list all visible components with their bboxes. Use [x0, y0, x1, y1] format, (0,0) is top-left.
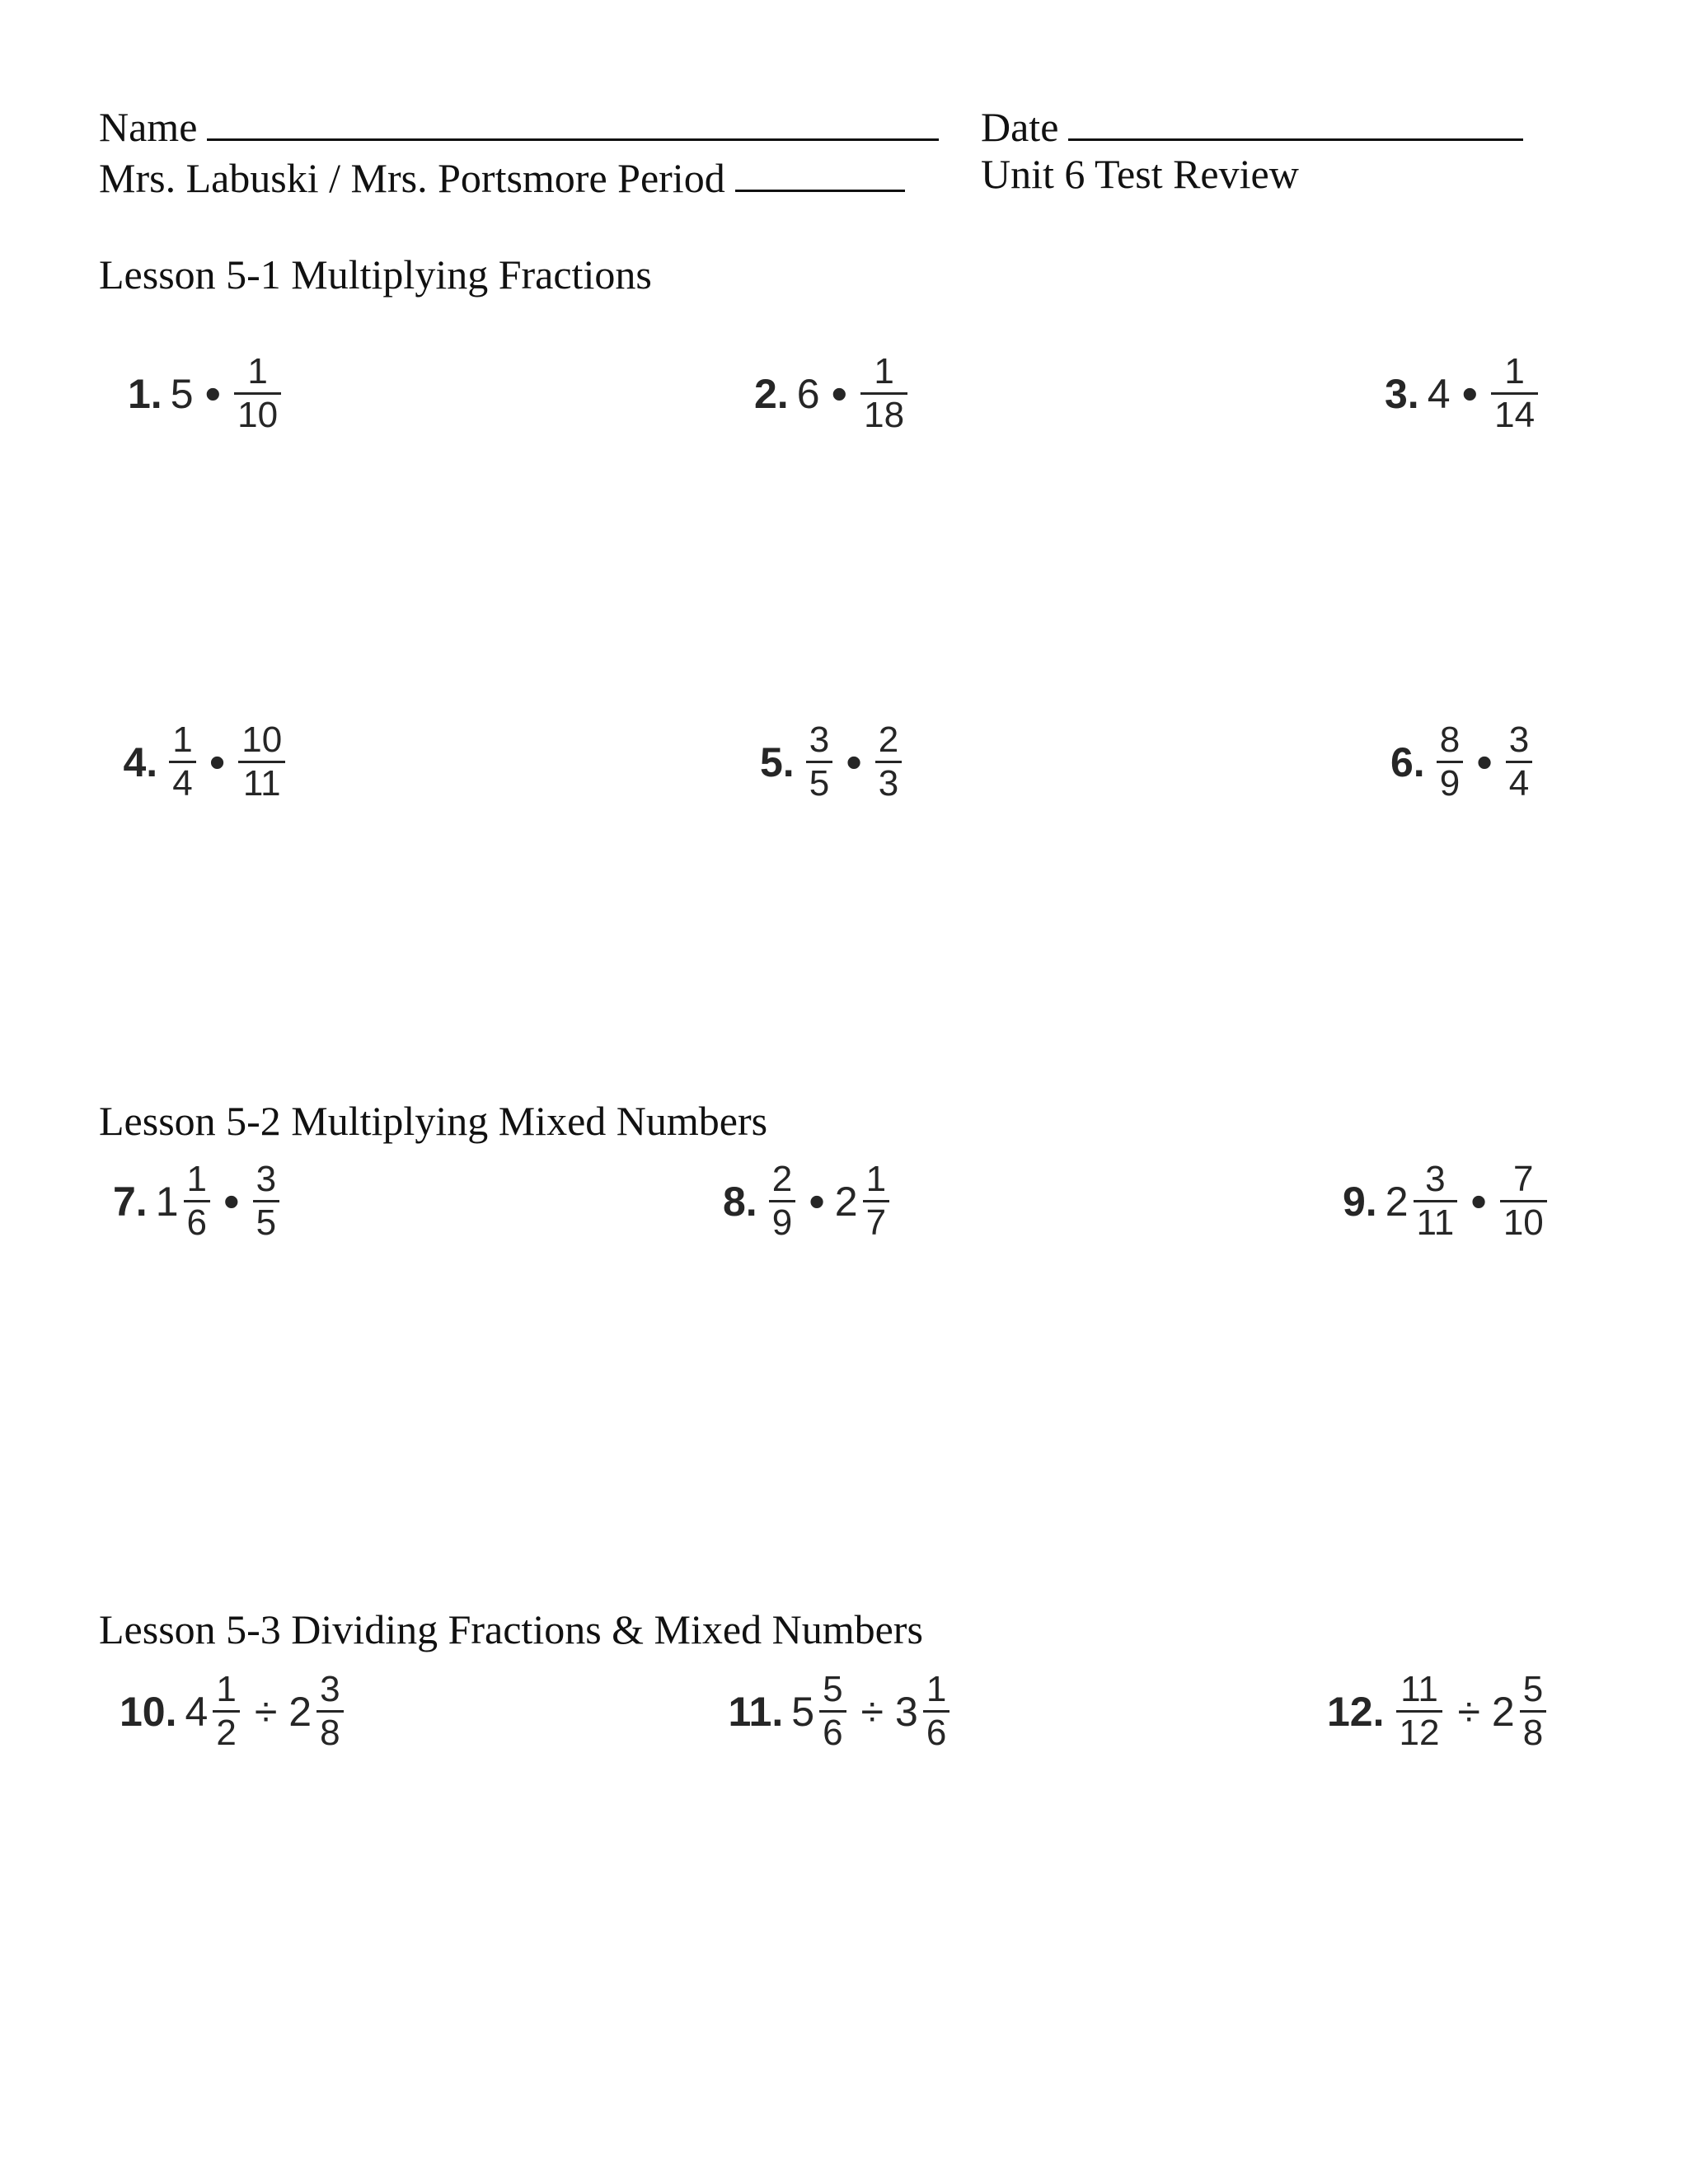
first-operand — [791, 1668, 849, 1754]
problem-number: 8. — [723, 1178, 757, 1225]
second-operand — [1503, 719, 1536, 804]
period-input-line[interactable] — [735, 153, 905, 192]
denominator: 8 — [1522, 1713, 1544, 1754]
operator: • — [209, 736, 226, 789]
problem-number: 1. — [128, 370, 162, 417]
first-operand — [1433, 719, 1466, 804]
problem-number: 12. — [1327, 1688, 1385, 1735]
whole-number: 4 — [185, 1688, 209, 1735]
denominator: 18 — [864, 395, 905, 436]
numerator: 2 — [771, 1158, 793, 1199]
fraction — [213, 1668, 239, 1754]
whole-number: 2 — [834, 1178, 858, 1225]
denominator: 8 — [320, 1713, 340, 1754]
whole-number: 5 — [791, 1688, 815, 1735]
first-operand — [1385, 1158, 1461, 1244]
denominator: 4 — [1508, 763, 1530, 804]
operator: • — [223, 1175, 240, 1228]
problem-number: 4. — [123, 738, 158, 785]
operator: • — [1470, 1175, 1487, 1228]
problem-number: 6. — [1390, 738, 1425, 785]
teacher-period-row — [99, 153, 905, 199]
denominator: 12 — [1399, 1713, 1440, 1754]
fraction — [1437, 719, 1463, 804]
numerator: 5 — [823, 1668, 843, 1709]
numerator: 3 — [1508, 719, 1530, 760]
first-operand — [155, 1158, 213, 1244]
second-operand — [834, 1158, 893, 1244]
name-field-row — [99, 102, 939, 148]
fraction — [1396, 1668, 1443, 1754]
numerator: 10 — [241, 719, 283, 760]
second-operand — [288, 1668, 346, 1754]
denominator: 5 — [256, 1202, 277, 1244]
problem-number: 10. — [120, 1688, 177, 1735]
problem-number: 5. — [760, 738, 795, 785]
numerator: 3 — [320, 1668, 340, 1709]
problem-11 — [728, 1668, 954, 1754]
numerator: 8 — [1439, 719, 1461, 760]
numerator: 1 — [186, 1158, 207, 1199]
section-heading-lesson-5-1: Lesson 5-1 Multiplying Fractions — [99, 251, 652, 298]
problem-number: 7. — [113, 1178, 148, 1225]
numerator: 3 — [809, 719, 830, 760]
fraction — [238, 719, 285, 804]
fraction — [806, 719, 832, 804]
denominator: 5 — [809, 763, 830, 804]
problem-9 — [1343, 1158, 1550, 1244]
problem-number: 9. — [1343, 1178, 1377, 1225]
operator: ÷ — [1457, 1688, 1480, 1735]
operator: • — [831, 368, 848, 420]
problem-10 — [120, 1668, 347, 1754]
teacher-period-label: Mrs. Labuski / Mrs. Portsmore Period — [99, 155, 725, 201]
whole-number: 2 — [1385, 1178, 1409, 1225]
denominator: 3 — [878, 763, 899, 804]
fraction — [1414, 1158, 1458, 1244]
operator: • — [1461, 368, 1479, 420]
fraction — [1506, 719, 1532, 804]
whole-number: 6 — [796, 370, 820, 417]
date-input-line[interactable] — [1068, 102, 1523, 141]
name-label: Name — [99, 104, 198, 150]
problem-4 — [123, 719, 289, 804]
numerator: 5 — [1522, 1668, 1544, 1709]
first-operand — [803, 719, 836, 804]
fraction — [169, 719, 195, 804]
numerator: 3 — [256, 1158, 277, 1199]
first-operand — [766, 1158, 799, 1244]
fraction — [1520, 1668, 1546, 1754]
fraction — [234, 350, 281, 436]
second-operand — [895, 1668, 953, 1754]
section-heading-lesson-5-2: Lesson 5-2 Multiplying Mixed Numbers — [99, 1098, 768, 1144]
first-operand — [185, 1668, 243, 1754]
second-operand — [872, 719, 905, 804]
whole-number: 2 — [288, 1688, 312, 1735]
date-label: Date — [981, 104, 1059, 150]
problem-number: 3. — [1385, 370, 1419, 417]
first-operand — [1428, 370, 1452, 418]
fraction — [875, 719, 902, 804]
name-input-line[interactable] — [207, 102, 939, 141]
operator: • — [846, 736, 862, 789]
denominator: 10 — [1503, 1202, 1544, 1244]
whole-number: 5 — [170, 370, 194, 417]
second-operand — [1491, 1668, 1550, 1754]
second-operand — [231, 350, 284, 436]
denominator: 6 — [926, 1713, 947, 1754]
fraction — [863, 1158, 889, 1244]
problem-12 — [1327, 1668, 1550, 1754]
problem-1 — [128, 350, 284, 436]
second-operand — [235, 719, 288, 804]
section-heading-lesson-5-3: Lesson 5-3 Dividing Fractions & Mixed Numbers — [99, 1606, 923, 1652]
numerator: 1 — [1504, 350, 1525, 391]
denominator: 10 — [237, 395, 279, 436]
operator: ÷ — [860, 1688, 884, 1735]
fraction — [923, 1668, 950, 1754]
numerator: 1 — [216, 1668, 237, 1709]
denominator: 11 — [1416, 1202, 1455, 1244]
problem-number: 2. — [754, 370, 789, 417]
denominator: 14 — [1494, 395, 1536, 436]
second-operand — [250, 1158, 283, 1244]
first-operand — [1393, 1668, 1447, 1754]
denominator: 2 — [216, 1713, 237, 1754]
numerator: 1 — [874, 350, 894, 391]
numerator: 7 — [1513, 1158, 1534, 1199]
first-operand — [171, 370, 195, 418]
second-operand — [857, 350, 911, 436]
denominator: 9 — [771, 1202, 793, 1244]
operator: • — [809, 1175, 825, 1228]
problem-2 — [754, 350, 911, 436]
problem-3 — [1385, 350, 1541, 436]
denominator: 7 — [865, 1202, 887, 1244]
problem-7 — [113, 1158, 283, 1244]
numerator: 2 — [878, 719, 899, 760]
problem-8 — [723, 1158, 893, 1244]
fraction — [819, 1668, 846, 1754]
numerator: 1 — [172, 719, 193, 760]
denominator: 4 — [172, 763, 193, 804]
date-field-row — [981, 102, 1523, 148]
whole-number: 3 — [895, 1688, 918, 1735]
whole-number: 1 — [155, 1178, 179, 1225]
fraction — [253, 1158, 279, 1244]
first-operand — [797, 370, 822, 418]
numerator: 11 — [1400, 1668, 1438, 1709]
denominator: 9 — [1439, 763, 1461, 804]
operator: • — [204, 368, 222, 420]
denominator: 6 — [823, 1713, 843, 1754]
denominator: 11 — [242, 763, 281, 804]
operator: • — [1476, 736, 1493, 789]
whole-number: 4 — [1427, 370, 1451, 417]
whole-number: 2 — [1491, 1688, 1515, 1735]
fraction — [184, 1158, 210, 1244]
second-operand — [1488, 350, 1541, 436]
fraction — [1491, 350, 1538, 436]
operator: ÷ — [254, 1688, 278, 1735]
numerator: 1 — [865, 1158, 887, 1199]
fraction — [1500, 1158, 1547, 1244]
fraction — [769, 1158, 795, 1244]
second-operand — [1497, 1158, 1550, 1244]
numerator: 1 — [926, 1668, 947, 1709]
denominator: 6 — [186, 1202, 207, 1244]
problem-number: 11. — [728, 1688, 784, 1735]
fraction — [316, 1668, 343, 1754]
fraction — [860, 350, 907, 436]
worksheet-title: Unit 6 Test Review — [981, 151, 1299, 197]
problem-5 — [760, 719, 905, 804]
numerator: 1 — [247, 350, 268, 391]
problem-6 — [1390, 719, 1536, 804]
numerator: 3 — [1425, 1158, 1446, 1199]
first-operand — [166, 719, 199, 804]
